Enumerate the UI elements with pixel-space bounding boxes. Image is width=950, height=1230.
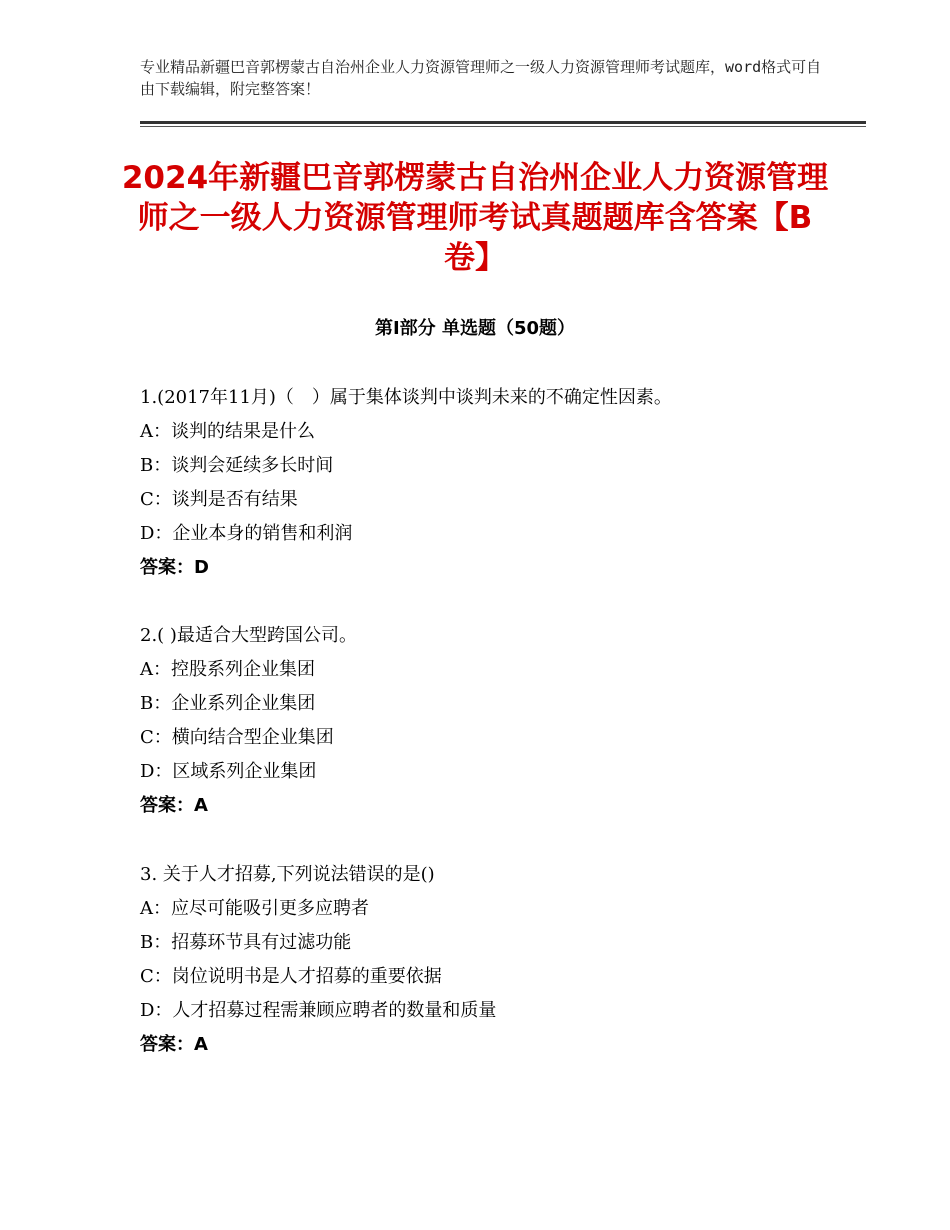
header-note: 专业精品新疆巴音郭楞蒙古自治州企业人力资源管理师之一级人力资源管理师考试题库，word格式可自由下载编辑，附完整答案！ (140, 58, 822, 98)
option-d: D：区域系列企业集团 (140, 761, 317, 782)
option-b: B：企业系列企业集团 (140, 693, 316, 714)
answer-label: 答案：A (140, 1034, 208, 1055)
question-stem: 1.(2017年11月)（ ）属于集体谈判中谈判未来的不确定性因素。 (140, 387, 672, 408)
option-b: B：谈判会延续多长时间 (140, 455, 334, 476)
option-c: C：横向结合型企业集团 (140, 727, 334, 748)
question-stem: 3. 关于人才招募,下列说法错误的是() (140, 864, 435, 885)
header-divider-thin (140, 126, 866, 127)
option-d: D：人才招募过程需兼顾应聘者的数量和质量 (140, 1000, 497, 1021)
option-a: A：应尽可能吸引更多应聘者 (140, 898, 369, 919)
option-a: A：谈判的结果是什么 (140, 421, 315, 442)
header-divider-thick (140, 121, 866, 124)
option-b: B：招募环节具有过滤功能 (140, 932, 352, 953)
option-c: C：谈判是否有结果 (140, 489, 298, 510)
option-c: C：岗位说明书是人才招募的重要依据 (140, 966, 442, 987)
document-title: 2024年新疆巴音郭楞蒙古自治州企业人力资源管理师之一级人力资源管理师考试真题题库含答案【B卷】 (121, 160, 829, 276)
option-d: D：企业本身的销售和利润 (140, 523, 353, 544)
section-title: 第Ⅰ部分 单选题（50题） (374, 318, 575, 339)
question-2 (140, 619, 840, 823)
answer-label: 答案：D (140, 557, 209, 578)
question-3 (140, 858, 840, 1062)
question-1 (140, 381, 840, 585)
option-a: A：控股系列企业集团 (140, 659, 315, 680)
question-stem: 2.( )最适合大型跨国公司。 (140, 625, 357, 646)
answer-label: 答案：A (140, 795, 208, 816)
